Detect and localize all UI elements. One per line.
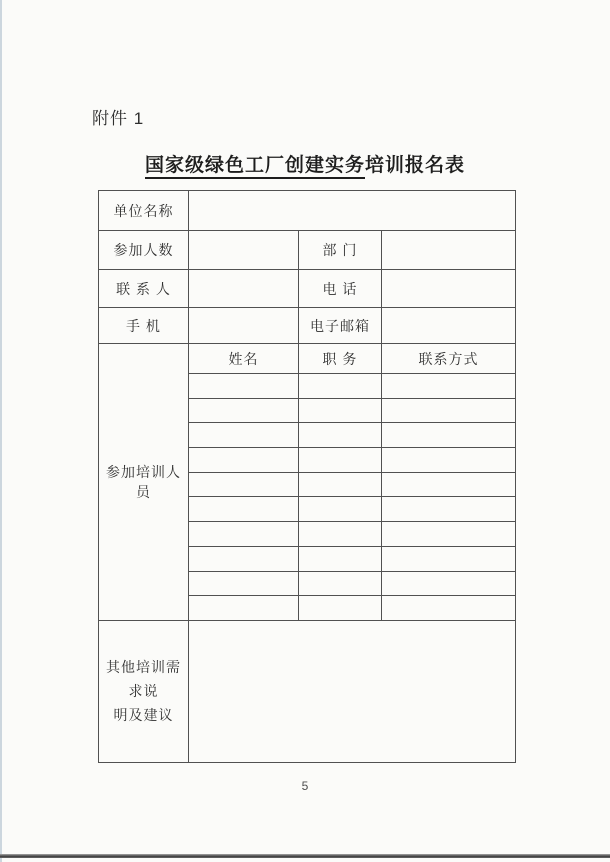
page-number: 5: [301, 779, 309, 793]
participant-empty-cell: [299, 423, 382, 448]
department-value-cell: [382, 231, 516, 270]
participant-empty-cell: [189, 497, 299, 522]
participants-col-position: 职 务: [299, 344, 382, 374]
participant-empty-cell: [382, 448, 516, 473]
participant-empty-cell: [299, 472, 382, 497]
phone-value-cell: [382, 270, 516, 308]
participant-empty-cell: [382, 374, 516, 399]
participant-empty-cell: [382, 472, 516, 497]
document-title-rest: 培训报名表: [365, 155, 466, 176]
mobile-label: 手 机: [99, 308, 189, 344]
participant-empty-cell: [189, 374, 299, 399]
contact-phone-row: [99, 270, 516, 308]
participant-empty-cell: [299, 522, 382, 547]
participant-empty-cell: [382, 423, 516, 448]
participants-col-contact: 联系方式: [382, 344, 516, 374]
other-needs-row: [99, 620, 516, 762]
other-needs-label-line2: 明及建议: [113, 707, 174, 724]
participant-empty-cell: [189, 546, 299, 571]
document-title-underlined: 国家级绿色工厂创建实务: [145, 155, 365, 179]
participant-empty-cell: [382, 398, 516, 423]
participants-col-name: 姓名: [189, 344, 299, 374]
participant-empty-cell: [299, 596, 382, 621]
participant-empty-cell: [189, 423, 299, 448]
unit-name-label: 单位名称: [99, 191, 189, 231]
other-needs-value-cell: [189, 620, 516, 762]
participant-empty-cell: [382, 596, 516, 621]
unit-name-value-cell: [189, 191, 516, 231]
participant-empty-cell: [189, 472, 299, 497]
mobile-value-cell: [189, 308, 299, 344]
email-value-cell: [382, 308, 516, 344]
participant-empty-cell: [189, 522, 299, 547]
participants-header-row: [99, 344, 516, 374]
mobile-email-row: [99, 308, 516, 344]
contact-person-value-cell: [189, 270, 299, 308]
participant-empty-cell: [382, 571, 516, 596]
other-needs-label: [99, 620, 189, 762]
other-needs-label-line1: 其他培训需求说: [106, 659, 181, 700]
participant-empty-cell: [299, 398, 382, 423]
participant-empty-cell: [189, 398, 299, 423]
participant-empty-cell: [382, 546, 516, 571]
participants-label-cell: 参加培训人员: [99, 344, 189, 621]
department-label: 部 门: [299, 231, 382, 270]
unit-name-row: [99, 191, 516, 231]
participant-empty-cell: [299, 448, 382, 473]
attachment-label: 附件 1: [92, 109, 145, 128]
participant-empty-cell: [382, 497, 516, 522]
count-department-row: [99, 231, 516, 270]
participant-empty-cell: [299, 571, 382, 596]
participant-empty-cell: [299, 497, 382, 522]
phone-label: 电 话: [299, 270, 382, 308]
participant-empty-cell: [189, 448, 299, 473]
participant-empty-cell: [299, 546, 382, 571]
participant-empty-cell: [299, 374, 382, 399]
email-label: 电子邮箱: [299, 308, 382, 344]
scan-left-edge-artifact: [0, 0, 2, 862]
participant-count-value-cell: [189, 231, 299, 270]
participant-count-label: 参加人数: [99, 231, 189, 270]
contact-person-label: 联 系 人: [99, 270, 189, 308]
participant-empty-cell: [189, 571, 299, 596]
registration-form-table: [98, 190, 516, 763]
scan-bottom-edge-artifact: [0, 854, 610, 858]
participant-empty-cell: [382, 522, 516, 547]
participant-empty-cell: [189, 596, 299, 621]
document-title: [0, 150, 610, 177]
